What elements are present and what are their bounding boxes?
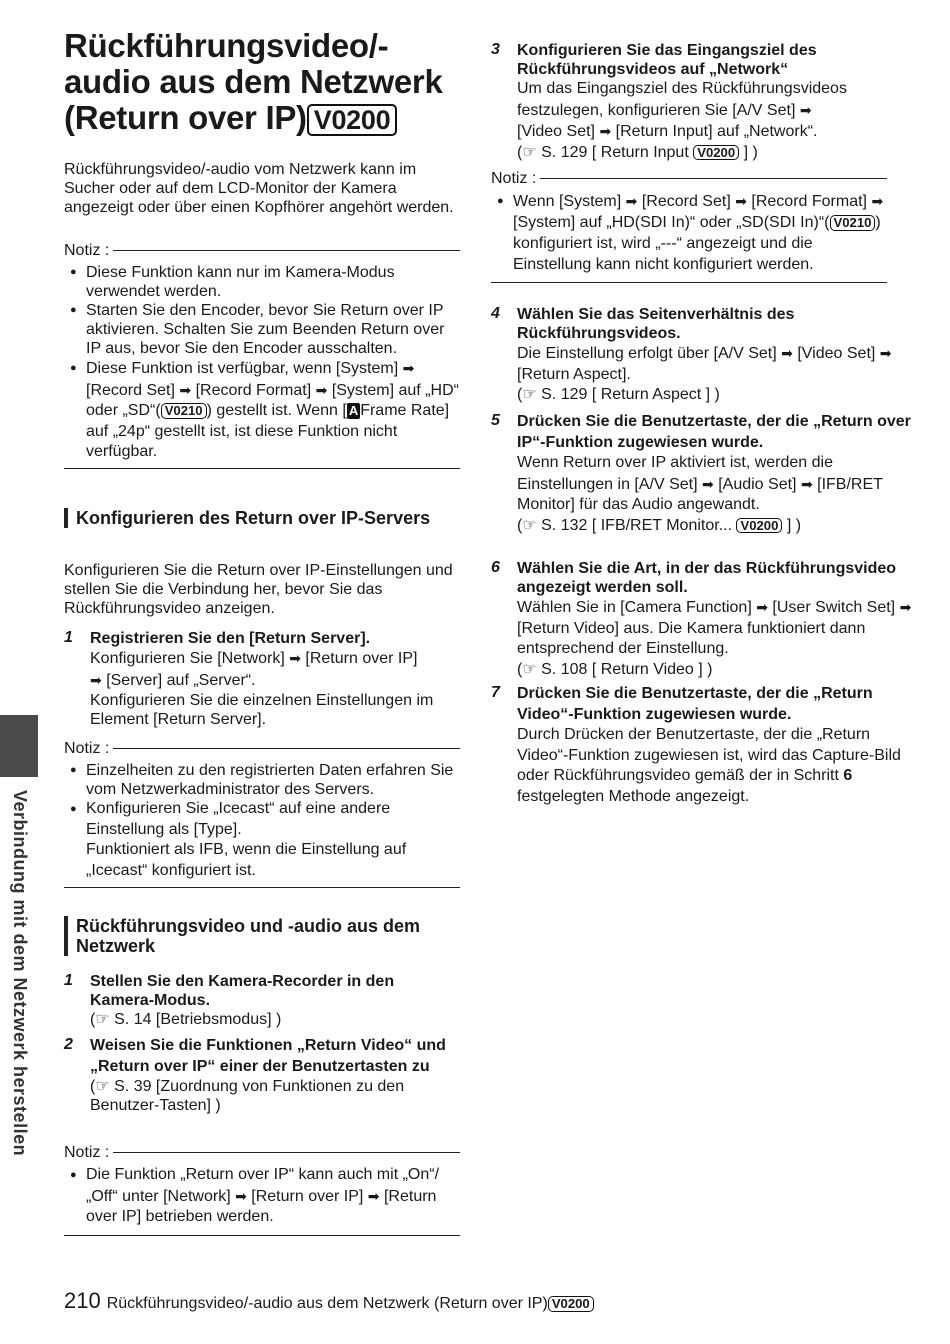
section-heading-server: Konfigurieren des Return over IP-Servers [64,508,460,528]
arrow-icon: ➡ [289,650,301,666]
chapter-title: Verbindung mit dem Netzwerk herstellen [10,790,30,1157]
page-number: 210 [64,1288,101,1313]
divider [64,468,460,469]
a-mode-icon: A [348,403,359,418]
footer-text: Rückführungsvideo/-audio aus dem Netzwerk (Return over IP) [106,1295,548,1312]
chapter-tab [0,715,38,777]
step-1-camera-mode: 1 Stellen Sie den Kamera-Recorder in den Kamera-Modus. (☞ S. 14 [Betriebsmodus] ) [64,972,395,1028]
note-block-3 [64,1143,460,1236]
note-block-4 [491,169,887,283]
version-badge: V0200 [693,145,739,161]
version-badge: V0210 [830,215,876,231]
arrow-icon: ➡ [599,123,612,139]
note-item: ● Einzelheiten zu den registrierten Daten erfahren Sie vom Netzwerkadministrator des Servers. [64,761,460,799]
note-item: ● Starten Sie den Encoder, bevor Sie Return over IP aktivieren. Schalten Sie zum Beenden Return over IP aus, bevor Sie den Encoder ausschalten. [64,301,460,358]
page-title: Rückführungsvideo/- audio aus dem Netzwerk (Return over IP) V0200 [64,27,443,136]
note-item: ● Die Funktion „Return over IP“ kann auch mit „On“/„Off“ unter [Network] ➡ [Return over IP] ➡ [Return over IP] betrieben werden. [64,1165,460,1228]
arrow-icon: ➡ [781,345,793,361]
arrow-icon: ➡ [315,381,328,398]
arrow-icon: ➡ [702,475,714,492]
note-item: ● Diese Funktion ist verfügbar, wenn [System] ➡ [Record Set] ➡ [Record Format] ➡ [System] auf „HD“ oder „SD“( V0210 ) gestellt ist. Wenn [ A Frame Rate] auf „24p“ gestellt ist, ist diese Funktion nicht verfügbar. [64,358,460,463]
arrow-icon: ➡ [179,381,192,398]
section-heading-return-video: Rückführungsvideo und -audio aus dem Netzwerk [64,916,460,956]
arrow-icon: ➡ [799,101,812,118]
note-item: ● Diese Funktion kann nur im Kamera-Modus verwendet werden. [64,263,460,301]
arrow-icon: ➡ [899,599,912,615]
arrow-icon: ➡ [235,1187,247,1204]
version-badge: V0210 [161,403,207,419]
arrow-icon: ➡ [90,671,102,688]
page-footer [64,1288,594,1314]
step-7-press-video: 7 Drücken Sie die Benutzertaste, der die „Return Video“-Funktion zugewiesen wurde. Durch Drücken der Benutzertaste, der die „Return Video“-Funktion zugewiesen ist, wird das Capture-Bild oder Rückführungsvideo gemäß der in Schritt 6 festgelegten Methode angezeigt. [491,684,901,805]
step-2-assign-buttons: 2 Weisen Sie die Funktionen „Return Video“ und „Return over IP“ einer der Benutzertasten zu (☞ S. 39 [Zuordnung von Funktionen zu den Benutzer-Tasten] ) [64,1036,446,1114]
arrow-icon: ➡ [871,193,884,209]
intro-paragraph: Rückführungsvideo/-audio vom Netzwerk kann im Sucher oder auf dem LCD-Monitor der Kamera angezeigt oder über einen Kopfhörer angehört werden. [64,161,454,216]
version-badge: V0200 [736,518,782,534]
note-item: ● Konfigurieren Sie „Icecast“ auf eine andere Einstellung als [Type]. [64,799,460,840]
step-5-press-ip: 5 Drücken Sie die Benutzertaste, der die „Return over IP“-Funktion zugewiesen wurde. Wenn Return over IP aktiviert ist, werden die Einstellungen in [A/V Set] ➡ [Audio Set] ➡ [IFB/RET Monitor] für das Audio angewandt. (☞ S. 132 [ IFB/RET Monitor... V0200 ] ) [491,412,911,534]
notiz-label: Notiz : [64,739,460,758]
step-1-register-server: 1 Registrieren Sie den [Return Server]. Konfigurieren Sie [Network] ➡ [Return over IP] ➡ [Server] auf „Server“. Konfigurieren Sie die einzelnen Einstellungen im Element [Return Server]. [64,629,434,728]
version-badge: V0200 [307,104,398,136]
divider [491,282,887,283]
arrow-icon: ➡ [625,193,638,209]
section1-intro: Konfigurieren Sie die Return over IP-Einstellungen und stellen Sie die Verbindung her, bevor Sie das Rückführungsvideo anzeigen. [64,562,453,617]
step-3-input-network: 3 Konfigurieren Sie das Eingangsziel des Rückführungsvideos auf „Network“ Um das Eingangsziel des Rückführungsvideos festzulegen, konfigurieren Sie [A/V Set] ➡ [Video Set] ➡ [Return Input] auf „Network“. (☞ S. 129 [ Return Input V0200 ] ) [491,41,847,161]
arrow-icon: ➡ [756,599,768,615]
note-item: ● Wenn [System] ➡ [Record Set] ➡ [Record Format] ➡ [System] auf „HD(SDI In)“ oder „SD(SDI In)“( V0210 ) konfiguriert ist, wird „---“ angezeigt und die Einstellung kann nicht konfiguriert werden. [491,191,887,275]
divider [64,887,460,888]
arrow-icon: ➡ [402,360,415,376]
step-4-aspect: 4 Wählen Sie das Seitenverhältnis des Rückführungsvideos. Die Einstellung erfolgt über [A/V Set] ➡ [Video Set] ➡ [Return Aspect]. (☞ S. 129 [ Return Aspect ] ) [491,305,892,403]
arrow-icon: ➡ [879,345,892,361]
arrow-icon: ➡ [800,475,813,492]
notiz-label: Notiz : [64,241,460,260]
arrow-icon: ➡ [367,1187,380,1204]
note-continuation: Funktioniert als IFB, wenn die Einstellung auf „Icecast“ konfiguriert ist. [86,841,407,879]
step-6-choose-display: 6 Wählen Sie die Art, in der das Rückführungsvideo angezeigt werden soll. Wählen Sie in [Camera Function] ➡ [User Switch Set] ➡ [Return Video] aus. Die Kamera funktioniert dann entsprechend der Einstellung. (☞ S. 108 [ Return Video ] ) [491,559,912,678]
notiz-label: Notiz : [64,1143,460,1162]
notiz-label: Notiz : [491,169,887,188]
note-block-1 [64,241,460,469]
version-badge: V0200 [548,1296,594,1312]
arrow-icon: ➡ [735,193,747,209]
divider [64,1235,460,1236]
note-block-2 [64,739,460,888]
